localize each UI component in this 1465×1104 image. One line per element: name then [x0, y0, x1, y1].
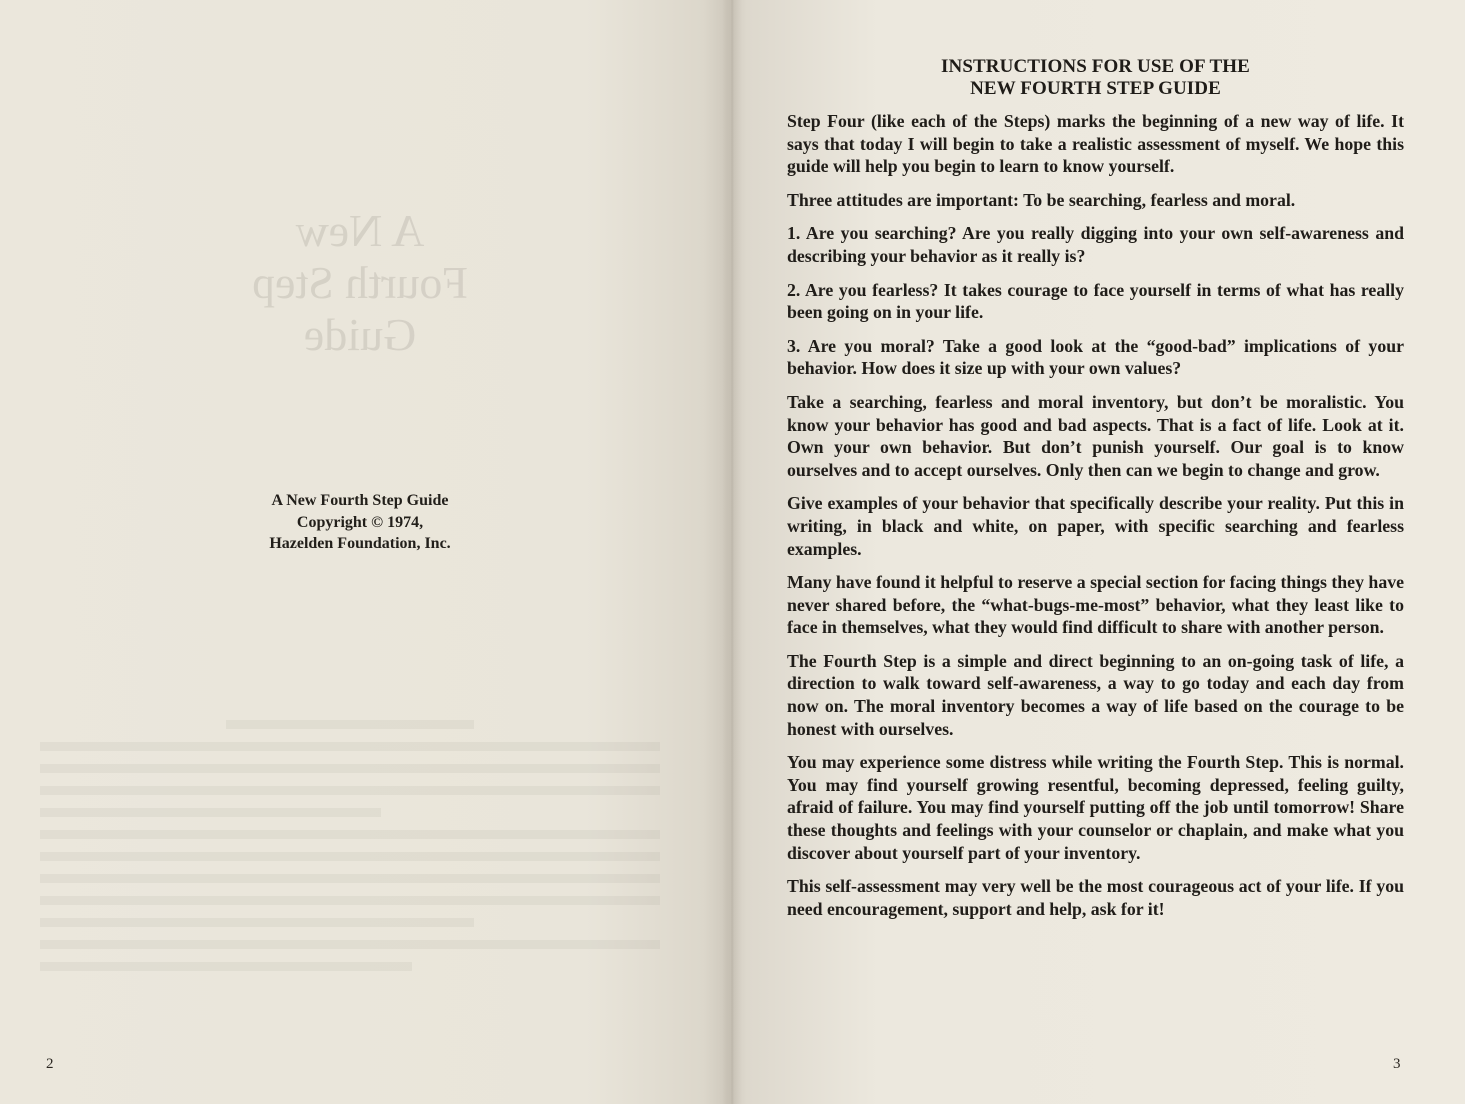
- instructions-section: [787, 56, 1404, 931]
- paragraph: Step Four (like each of the Steps) marks the beginning of a new way of life. It says that today I will begin to take a realistic assessment of myself. We hope this guide will help you begin to learn to know yourself.: [787, 111, 1404, 177]
- paragraph: Take a searching, fearless and moral inventory, but don’t be moralistic. You know your behavior has good and bad aspects. That is a fact of life. Look at it. Own your own behavior. But don’t punish yourself. Our goal is to know ourselves and to accept ourselves. Only then can we begin to change and grow.: [787, 391, 1404, 480]
- left-page: [0, 0, 732, 1104]
- paragraph: 2. Are you fearless? It takes courage to face yourself in terms of what has really been going on in your life.: [787, 279, 1404, 323]
- show-through-text-graphic: [40, 720, 660, 984]
- copyright-line: Hazelden Foundation, Inc.: [269, 535, 451, 552]
- paragraph: 3. Are you moral? Take a good look at the “good-bad” implications of your behavior. How does it size up with your own values?: [787, 335, 1404, 379]
- heading-line: INSTRUCTIONS FOR USE OF THE: [941, 56, 1250, 77]
- paragraph: Many have found it helpful to reserve a special section for facing things they have never shared before, the “what-bugs-me-most” behavior, what they least like to face in themselves, what they would find difficult to share with another person.: [787, 572, 1404, 638]
- right-page: [732, 0, 1465, 1104]
- heading-line: NEW FOURTH STEP GUIDE: [970, 78, 1221, 99]
- page-number-left: 2: [46, 1056, 54, 1072]
- paragraph: Three attitudes are important: To be searching, fearless and moral.: [787, 189, 1296, 210]
- paragraph: 1. Are you searching? Are you really digging into your own self-awareness and describing your behavior as it really is?: [787, 223, 1404, 266]
- copyright-notice: [230, 490, 490, 555]
- instructions-heading: [787, 56, 1404, 100]
- copyright-line: Copyright © 1974,: [296, 513, 424, 531]
- paragraph: Give examples of your behavior that specifically describe your reality. Put this in writing, in black and white, on paper, with specific searching and fearless examples.: [787, 493, 1404, 559]
- paragraph: You may experience some distress while writing the Fourth Step. This is normal. You may find yourself growing resentful, becoming depressed, feeling guilty, afraid of failure. You may find yourself putting off the job until tomorrow! Share these thoughts and feelings with your counselor or chaplain, and make what you discover about yourself part of your inventory.: [787, 752, 1404, 863]
- paragraph: The Fourth Step is a simple and direct beginning to an on-going task of life, a direction to walk toward self-awareness, a way to go today and each day from now on. The moral inventory becomes a way of life based on the courage to be honest with ourselves.: [787, 650, 1404, 739]
- page-number-right: 3: [1393, 1056, 1401, 1072]
- show-through-title-graphic: A New Fourth Step Guide: [252, 205, 468, 360]
- paragraph: This self-assessment may very well be the most courageous act of your life. If you need encouragement, support and help, ask for it!: [787, 876, 1404, 919]
- copyright-line: A New Fourth Step Guide: [271, 492, 449, 509]
